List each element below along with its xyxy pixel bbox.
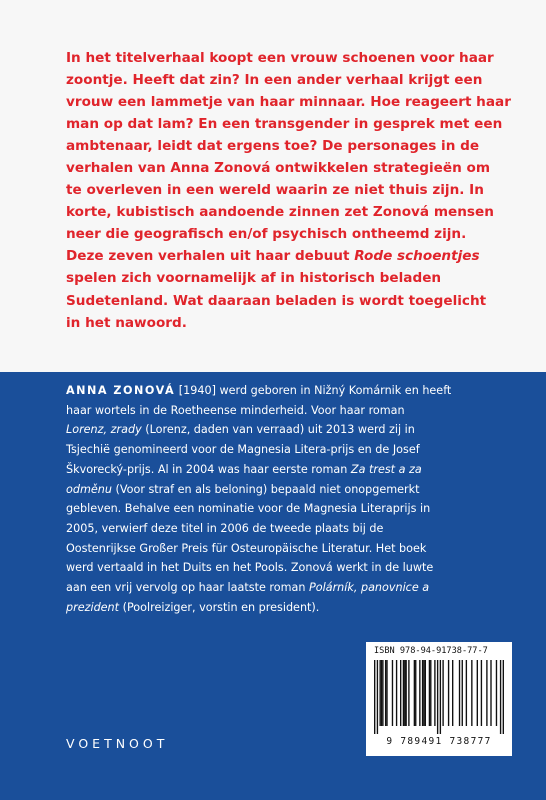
bio-line: 2005, verwierf deze titel in 2006 de tweede plaats bij de (66, 521, 384, 535)
barcode-bar (442, 660, 443, 726)
barcode-bar (404, 660, 405, 726)
bio-text-run: (Voor straf en als beloning) bepaald niet onopgemerkt (111, 482, 420, 496)
barcode-bar (459, 660, 460, 726)
barcode-bar (503, 660, 504, 734)
blurb-line: verhalen van Anna Zonová ontwikkelen strategieën om (66, 160, 491, 177)
barcode-bar (434, 660, 435, 726)
publisher-logo: VOETNOOT (66, 736, 169, 751)
barcode-bar (415, 660, 416, 726)
author-bio (66, 381, 516, 617)
blurb-line: Sudetenland. Wat daaraan beladen is wordt toegelicht (66, 292, 487, 309)
bio-text-run: aan een vrij vervolg op haar laatste roman (66, 581, 310, 595)
bio-line: gebleven. Behalve een nominatie voor de Magnesia Literaprijs in (66, 502, 431, 516)
barcode-bar (385, 660, 386, 726)
barcode-bar (403, 660, 404, 726)
barcode-bar (392, 660, 393, 726)
author-name: ANNA ZONOVÁ (66, 384, 176, 397)
blurb-line: zoontje. Heeft dat zin? In een ander verhaal krijgt een (66, 72, 483, 89)
blurb-line: ambtenaar, leidt dat ergens toe? De personages in de (66, 138, 480, 155)
blurb-line: te overleven in een wereld waarin ze niet thuis zijn. In (66, 182, 484, 199)
barcode-bar (437, 660, 438, 734)
barcode-bar (466, 660, 467, 726)
barcode-bar (422, 660, 423, 726)
bio-line: Oostenrijkse Großer Preis für Osteuropäische Literatur. Het boek (66, 541, 427, 555)
book-title-prezident: prezident (66, 600, 120, 614)
barcode-bar (379, 660, 380, 726)
barcode-digits: 9 789491 738777 (386, 736, 492, 747)
barcode-bar (408, 660, 409, 726)
bio-line: haar wortels in de Roetheense minderheid. Voor haar roman (66, 403, 405, 417)
bio-line (66, 420, 516, 440)
bio-text-run: [1940] werd geboren in Nižný Komárnik en heeft (175, 384, 452, 397)
barcode-bar (429, 660, 430, 726)
barcode-bar (377, 660, 378, 734)
blurb-line: korte, kubistisch aandoende zinnen zet Zonová mensen (66, 204, 494, 221)
barcode-bar (425, 660, 426, 726)
bio-line: Tsjechië genomineerd voor de Magnesia Litera-prijs en de Josef (66, 443, 420, 457)
bio-text-run: (Poolreiziger, vorstin en president). (119, 600, 320, 614)
blurb-line: spelen zich voornamelijk af in historisch beladen (66, 270, 442, 287)
bio-text-run: (Lorenz, daden van verraad) uit 2013 werd zij in (141, 423, 415, 437)
book-title-za-trest: Za trest a za (350, 462, 422, 476)
bio-line (66, 460, 516, 480)
barcode-bar (490, 660, 491, 726)
blurb-text (66, 47, 511, 334)
bio-line (66, 598, 516, 618)
barcode-bar (486, 660, 487, 726)
barcode-bar (414, 660, 415, 726)
barcode-bar (405, 660, 406, 726)
bio-line: werd vertaald in het Duits en het Pools. Zonová werkt in de luwte (66, 561, 434, 575)
barcode-bar (500, 660, 501, 734)
blurb-line: neer die geografisch en/of psychisch ontheemd zijn. (66, 226, 467, 243)
barcode-bar (477, 660, 478, 726)
blurb-line: In het titelverhaal koopt een vrouw schoenen voor haar (66, 50, 494, 66)
barcode-bar (386, 660, 387, 726)
barcode-bar (382, 660, 383, 726)
barcode-bar (423, 660, 424, 726)
barcode-bar (400, 660, 401, 726)
barcode-bars (374, 660, 504, 734)
bio-line (66, 381, 516, 401)
barcode-bar (430, 660, 431, 726)
blurb-line: vrouw een lammetje van haar minnaar. Hoe reageert haar (66, 94, 511, 111)
book-title-rode-schoentjes: Rode schoentjes (354, 248, 480, 265)
isbn-label: ISBN 978-94-91738-77-7 (374, 646, 488, 656)
blurb-line: man op dat lam? En een transgender in gesprek met een (66, 116, 503, 133)
blurb-line (66, 245, 506, 267)
barcode-bar (448, 660, 449, 726)
barcode-bar (481, 660, 482, 726)
isbn-barcode (366, 642, 512, 756)
book-title-lorenz-zrady: Lorenz, zrady (66, 423, 142, 437)
barcode-bar (462, 660, 463, 726)
barcode-bar (452, 660, 453, 726)
barcode-bar (440, 660, 441, 734)
blurb-line: in het nawoord. (66, 314, 187, 331)
barcode-bar (496, 660, 497, 726)
barcode-bar (471, 660, 472, 726)
bio-text-run: Škvorecký-prijs. Al in 2004 was haar eerste roman (66, 462, 351, 476)
barcode-bar (381, 660, 382, 726)
bio-line (66, 480, 516, 500)
barcode-bar (419, 660, 420, 726)
blurb-text-run: Deze zeven verhalen uit haar debuut (66, 248, 355, 265)
barcode-bar (374, 660, 375, 734)
bio-line (66, 578, 516, 598)
book-title-polarnik: Polárník, panovnice a (309, 581, 430, 595)
barcode-bar (396, 660, 397, 726)
book-title-odmenu: odměnu (66, 482, 112, 496)
